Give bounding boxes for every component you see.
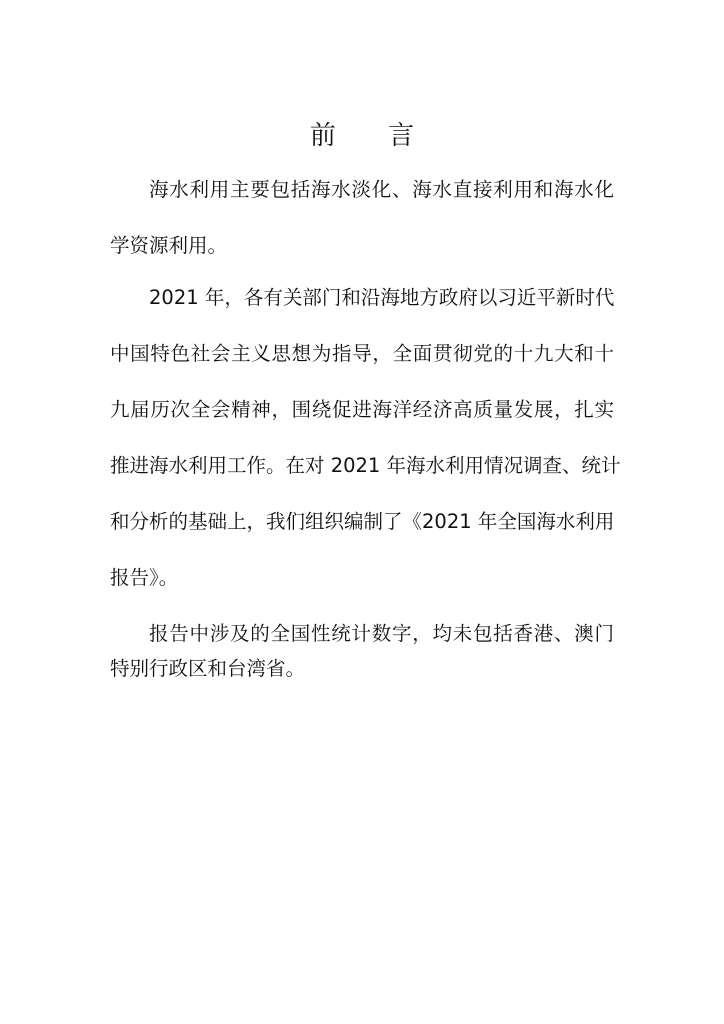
paragraph-2-line-2: 中国特色社会主义思想为指导，全面贯彻党的十九大和十 xyxy=(110,342,614,365)
paragraph-1-line-2: 学资源利用。 xyxy=(110,234,228,257)
paragraph-2-line-4: 推进海水利用工作。在对 2021 年海水利用情况调查、统计 xyxy=(110,454,621,477)
page-title: 前 言 xyxy=(309,121,437,151)
paragraph-3-line-2: 特别行政区和台湾省。 xyxy=(110,657,306,680)
paragraph-3-line-1: 报告中涉及的全国性统计数字，均未包括香港、澳门 xyxy=(149,622,614,645)
paragraph-2-line-1: 2021 年，各有关部门和沿海地方政府以习近平新时代 xyxy=(149,286,615,309)
paragraph-2-line-6: 报告》。 xyxy=(110,566,179,589)
paragraph-1-line-1: 海水利用主要包括海水淡化、海水直接利用和海水化 xyxy=(149,178,614,201)
paragraph-2-line-3: 九届历次全会精神，围绕促进海洋经济高质量发展，扎实 xyxy=(110,398,614,421)
paragraph-2-line-5: 和分析的基础上，我们组织编制了《2021 年全国海水利用 xyxy=(110,510,615,533)
